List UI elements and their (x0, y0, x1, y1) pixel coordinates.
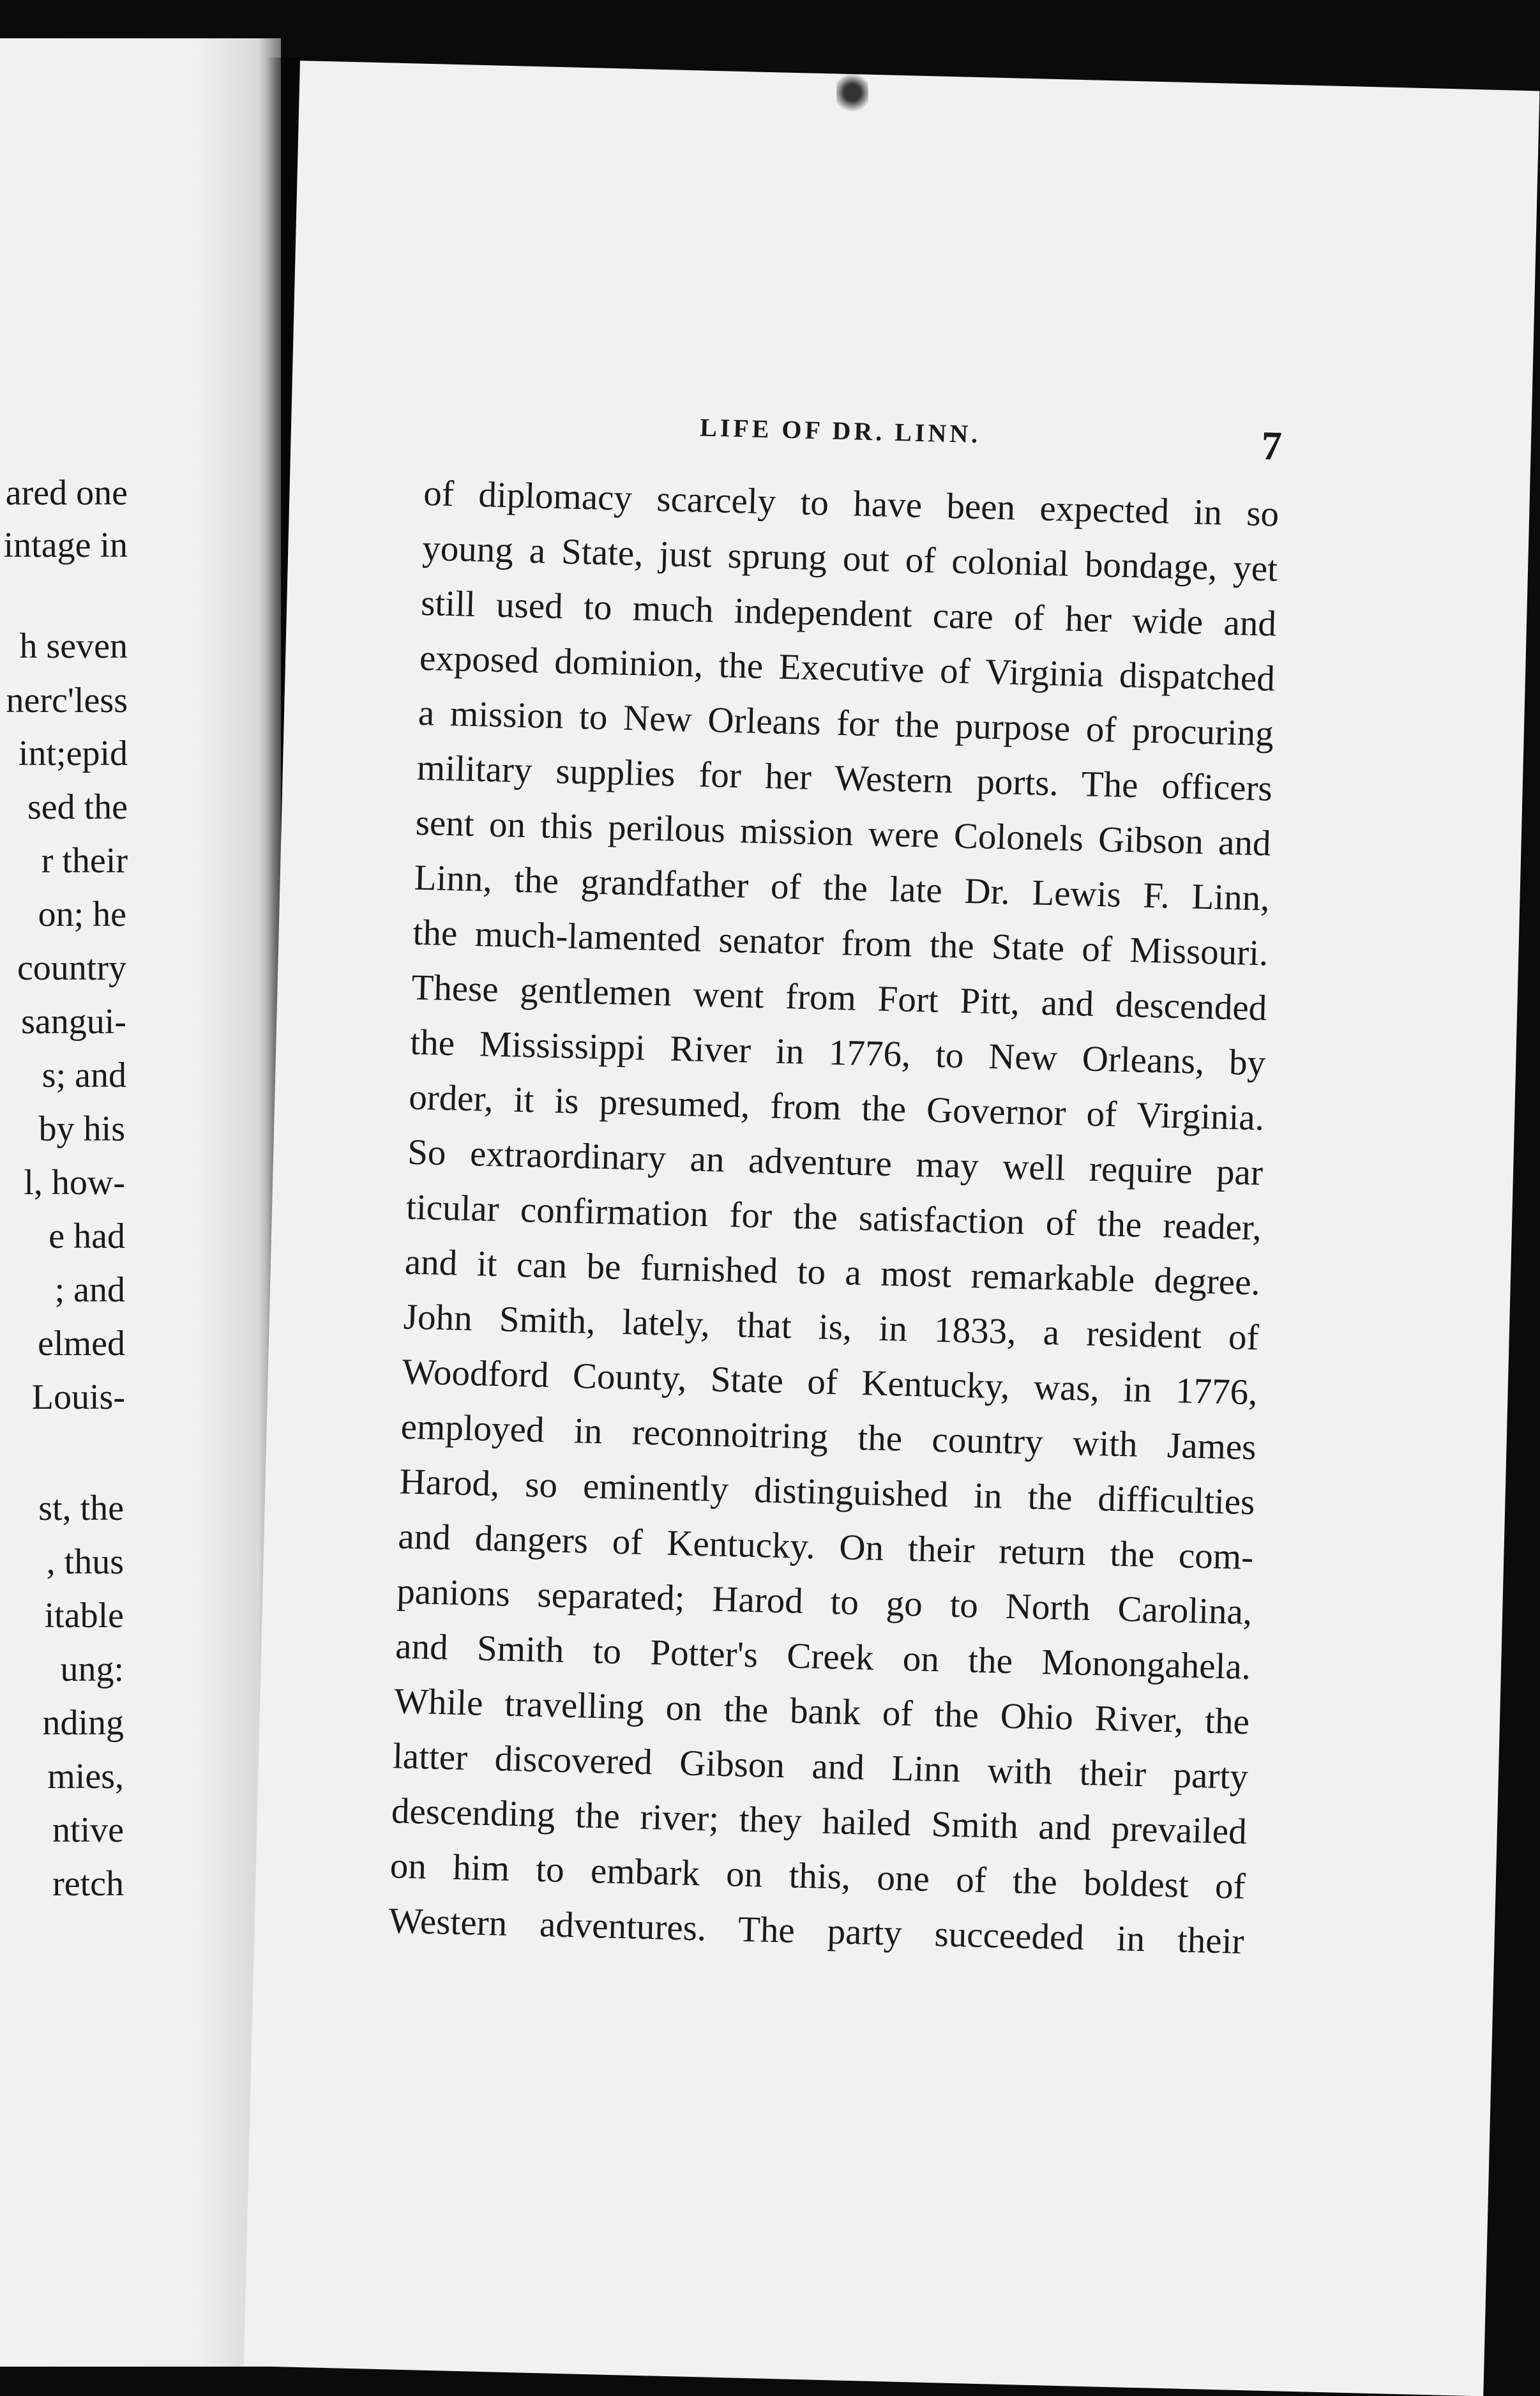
left-line: retch (52, 1864, 124, 1904)
page-number: 7 (1260, 422, 1283, 469)
text-line: So extraordinary an adventure may well require par (407, 1132, 1264, 1194)
text-line: panions separated; Harod to go to North Carolina, (396, 1571, 1253, 1633)
text-line: John Smith, lately, that is, in 1833, a resident of (403, 1296, 1260, 1358)
left-line: sangui- (21, 1002, 126, 1042)
text-line: Linn, the grandfather of the late Dr. Lewis F. Linn, (414, 857, 1271, 919)
left-line: ared one (5, 473, 128, 513)
left-line: nerc'less (6, 681, 128, 720)
scan-blemish (836, 70, 868, 115)
left-line: elmed (38, 1324, 125, 1363)
text-line: and it can be furnished to a most remarkable degree. (404, 1241, 1261, 1303)
right-page (244, 61, 1540, 2396)
text-line: exposed dominion, the Executive of Virginia dispatched (419, 637, 1276, 699)
text-line: and Smith to Potter's Creek on the Monongahela. (395, 1626, 1251, 1688)
text-line: on him to embark on this, one of the boldest of (389, 1846, 1246, 1907)
left-line: ; and (54, 1270, 125, 1310)
text-line: Woodford County, State of Kentucky, was, in 1776, (402, 1351, 1258, 1413)
running-head-title: LIFE OF DR. LINN. (699, 413, 981, 449)
left-line: itable (44, 1596, 124, 1635)
left-line: intage in (3, 526, 128, 565)
text-line: order, it is presumed, from the Governor of Virginia. (408, 1077, 1265, 1139)
left-line: r their (41, 841, 128, 881)
text-line: military supplies for her Western ports. The officers (416, 747, 1273, 809)
text-line: still used to much independent care of her wide and (420, 582, 1277, 644)
left-line: on; he (38, 895, 126, 934)
text-line: the much-lamented senator from the State of Missouri. (412, 912, 1269, 974)
text-line: a mission to New Orleans for the purpose of procuring (418, 692, 1274, 754)
left-line: e had (49, 1217, 125, 1256)
left-line: ung: (60, 1649, 124, 1689)
text-line: of diplomacy scarcely to have been expected in so (423, 473, 1280, 535)
left-line: Louis- (31, 1377, 125, 1417)
text-line: ticular confirmation for the satisfaction of the reader, (405, 1187, 1262, 1248)
text-line: Western adventures. The party succeeded in their (388, 1900, 1245, 1962)
text-line: While travelling on the bank of the Ohio River, the (393, 1681, 1250, 1743)
left-line: s; and (42, 1056, 126, 1095)
text-line: sent on this perilous mission were Colonels Gibson and (415, 802, 1272, 864)
text-line: latter discovered Gibson and Linn with their party (392, 1736, 1249, 1798)
left-line: l, how- (24, 1163, 125, 1202)
text-line: These gentlemen went from Fort Pitt, and descended (411, 967, 1267, 1029)
body-text (388, 473, 1280, 1962)
left-line: sed the (27, 787, 128, 827)
left-line: h seven (19, 626, 128, 666)
left-line: int;epid (18, 734, 128, 773)
left-line: by his (38, 1109, 125, 1149)
text-line: and dangers of Kentucky. On their return the com- (397, 1516, 1254, 1578)
left-line: nding (42, 1703, 124, 1743)
left-line: country (17, 948, 126, 988)
text-line: descending the river; they hailed Smith and prevailed (391, 1791, 1248, 1853)
text-line: employed in reconnoitring the country with James (400, 1406, 1257, 1468)
text-line: the Mississippi River in 1776, to New Orleans, by (409, 1022, 1266, 1084)
left-line: st, the (38, 1489, 124, 1528)
left-line: ntive (52, 1810, 124, 1850)
left-line: mies, (47, 1757, 124, 1796)
left-facing-page (0, 38, 281, 2367)
text-line: Harod, so eminently distinguished in the difficulties (398, 1461, 1256, 1523)
left-line: , thus (46, 1542, 124, 1582)
running-head (292, 402, 1531, 469)
text-line: young a State, just sprung out of colonial bondage, yet (421, 527, 1278, 589)
